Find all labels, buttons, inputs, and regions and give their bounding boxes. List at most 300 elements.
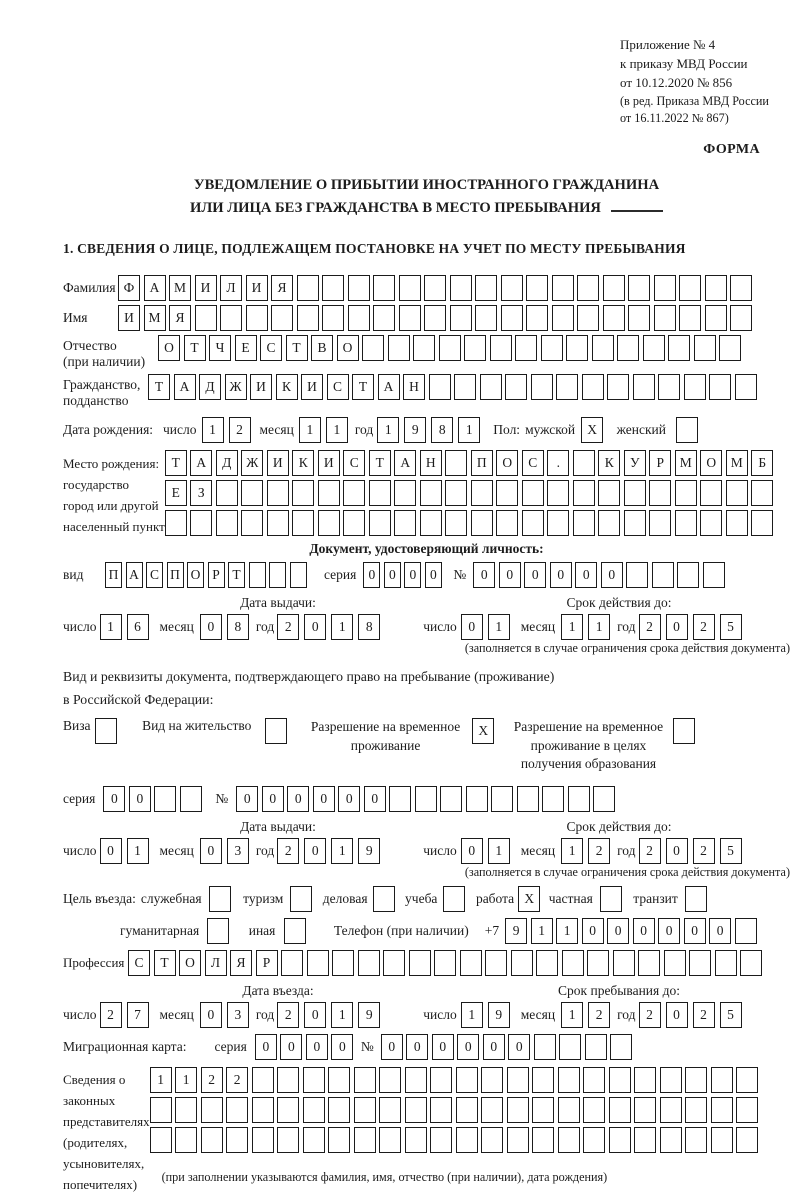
char-cell[interactable]: И	[195, 275, 217, 301]
char-cell[interactable]	[522, 480, 544, 506]
char-cell[interactable]	[297, 275, 319, 301]
char-cell[interactable]	[415, 786, 437, 812]
char-cell[interactable]	[711, 1067, 733, 1093]
char-cell[interactable]	[277, 1127, 299, 1153]
char-cell[interactable]: Е	[235, 335, 257, 361]
char-cell[interactable]	[526, 305, 548, 331]
char-cell[interactable]: Т	[228, 562, 245, 588]
char-cell[interactable]	[292, 480, 314, 506]
char-cell[interactable]	[150, 1097, 172, 1123]
char-cell[interactable]: Р	[649, 450, 671, 476]
char-cell[interactable]	[552, 305, 574, 331]
char-cell[interactable]: 1	[100, 614, 122, 640]
char-cell[interactable]	[328, 1097, 350, 1123]
char-cell[interactable]: Я	[230, 950, 252, 976]
char-cell[interactable]: 0	[287, 786, 309, 812]
char-cell[interactable]: О	[496, 450, 518, 476]
char-cell[interactable]: 0	[236, 786, 258, 812]
char-cell[interactable]	[730, 305, 752, 331]
char-cell[interactable]: 0	[200, 1002, 222, 1028]
char-cell[interactable]: М	[169, 275, 191, 301]
char-cell[interactable]	[220, 305, 242, 331]
char-cell[interactable]	[379, 1127, 401, 1153]
char-cell[interactable]	[643, 335, 665, 361]
char-cell[interactable]: 8	[227, 614, 249, 640]
char-cell[interactable]	[491, 786, 513, 812]
char-cell[interactable]	[677, 562, 699, 588]
char-cell[interactable]	[603, 275, 625, 301]
char-cell[interactable]	[318, 480, 340, 506]
char-cell[interactable]	[464, 335, 486, 361]
char-cell[interactable]: 2	[277, 614, 299, 640]
purpose-official-checkbox[interactable]	[209, 886, 235, 912]
char-cell[interactable]: Я	[169, 305, 191, 331]
char-cell[interactable]	[751, 480, 773, 506]
char-cell[interactable]	[634, 1097, 656, 1123]
char-cell[interactable]	[201, 1097, 223, 1123]
char-cell[interactable]	[246, 305, 268, 331]
char-cell[interactable]	[583, 1097, 605, 1123]
char-cell[interactable]	[481, 1067, 503, 1093]
char-cell[interactable]	[660, 1067, 682, 1093]
char-cell[interactable]: С	[128, 950, 150, 976]
char-cell[interactable]: Л	[205, 950, 227, 976]
char-cell[interactable]	[409, 950, 431, 976]
char-cell[interactable]	[399, 275, 421, 301]
char-cell[interactable]: X	[581, 417, 603, 443]
char-cell[interactable]: Б	[751, 450, 773, 476]
char-cell[interactable]	[705, 275, 727, 301]
char-cell[interactable]: 0	[461, 838, 483, 864]
char-cell[interactable]	[654, 275, 676, 301]
char-cell[interactable]	[343, 510, 365, 536]
char-cell[interactable]: 2	[639, 614, 661, 640]
char-cell[interactable]: 2	[588, 1002, 610, 1028]
char-cell[interactable]	[485, 950, 507, 976]
char-cell[interactable]	[658, 374, 680, 400]
char-cell[interactable]	[676, 417, 698, 443]
char-cell[interactable]	[394, 510, 416, 536]
char-cell[interactable]: 0	[331, 1034, 353, 1060]
char-cell[interactable]: 0	[381, 1034, 403, 1060]
char-cell[interactable]: Е	[165, 480, 187, 506]
char-cell[interactable]: З	[190, 480, 212, 506]
char-cell[interactable]: 0	[684, 918, 706, 944]
char-cell[interactable]: 0	[255, 1034, 277, 1060]
char-cell[interactable]	[711, 1097, 733, 1123]
char-cell[interactable]	[307, 950, 329, 976]
char-cell[interactable]	[522, 510, 544, 536]
char-cell[interactable]	[610, 1034, 632, 1060]
char-cell[interactable]: 1	[175, 1067, 197, 1093]
char-cell[interactable]: 0	[658, 918, 680, 944]
char-cell[interactable]: 0	[404, 562, 421, 588]
char-cell[interactable]: 2	[277, 1002, 299, 1028]
char-cell[interactable]: И	[267, 450, 289, 476]
char-cell[interactable]	[379, 1067, 401, 1093]
char-cell[interactable]: 0	[406, 1034, 428, 1060]
char-cell[interactable]	[649, 480, 671, 506]
char-cell[interactable]	[536, 950, 558, 976]
male-checkbox[interactable]	[581, 417, 607, 443]
char-cell[interactable]: И	[318, 450, 340, 476]
char-cell[interactable]	[354, 1127, 376, 1153]
char-cell[interactable]: Т	[165, 450, 187, 476]
char-cell[interactable]	[685, 1097, 707, 1123]
char-cell[interactable]	[226, 1097, 248, 1123]
char-cell[interactable]: 1	[588, 614, 610, 640]
char-cell[interactable]	[175, 1097, 197, 1123]
char-cell[interactable]	[271, 305, 293, 331]
purpose-tourism-checkbox[interactable]	[290, 886, 316, 912]
char-cell[interactable]	[445, 480, 467, 506]
char-cell[interactable]	[735, 374, 757, 400]
char-cell[interactable]	[628, 275, 650, 301]
char-cell[interactable]	[634, 1067, 656, 1093]
char-cell[interactable]: Ж	[225, 374, 247, 400]
char-cell[interactable]: И	[118, 305, 140, 331]
char-cell[interactable]	[216, 510, 238, 536]
char-cell[interactable]: 1	[331, 1002, 353, 1028]
char-cell[interactable]: 1	[202, 417, 224, 443]
char-cell[interactable]: С	[146, 562, 163, 588]
char-cell[interactable]: А	[144, 275, 166, 301]
char-cell[interactable]	[587, 950, 609, 976]
char-cell[interactable]	[617, 335, 639, 361]
char-cell[interactable]	[673, 718, 695, 744]
char-cell[interactable]: К	[598, 450, 620, 476]
char-cell[interactable]	[362, 335, 384, 361]
char-cell[interactable]	[496, 480, 518, 506]
char-cell[interactable]: Т	[154, 950, 176, 976]
char-cell[interactable]	[405, 1127, 427, 1153]
char-cell[interactable]: 0	[524, 562, 546, 588]
purpose-work-checkbox[interactable]	[518, 886, 544, 912]
visa-checkbox[interactable]	[95, 718, 121, 744]
char-cell[interactable]	[633, 374, 655, 400]
char-cell[interactable]: 2	[226, 1067, 248, 1093]
char-cell[interactable]	[475, 305, 497, 331]
char-cell[interactable]	[303, 1127, 325, 1153]
char-cell[interactable]	[705, 305, 727, 331]
char-cell[interactable]	[609, 1127, 631, 1153]
char-cell[interactable]	[735, 918, 757, 944]
char-cell[interactable]	[628, 305, 650, 331]
char-cell[interactable]: Я	[271, 275, 293, 301]
purpose-humanitarian-checkbox[interactable]	[207, 918, 233, 944]
char-cell[interactable]: С	[260, 335, 282, 361]
char-cell[interactable]: 0	[666, 838, 688, 864]
char-cell[interactable]	[700, 480, 722, 506]
char-cell[interactable]	[284, 918, 306, 944]
char-cell[interactable]: 1	[326, 417, 348, 443]
char-cell[interactable]	[249, 562, 266, 588]
char-cell[interactable]	[267, 480, 289, 506]
char-cell[interactable]	[694, 335, 716, 361]
char-cell[interactable]	[703, 562, 725, 588]
char-cell[interactable]: О	[187, 562, 204, 588]
char-cell[interactable]: 0	[607, 918, 629, 944]
char-cell[interactable]: X	[472, 718, 494, 744]
char-cell[interactable]: 2	[639, 838, 661, 864]
char-cell[interactable]	[559, 1034, 581, 1060]
char-cell[interactable]	[547, 510, 569, 536]
char-cell[interactable]: Р	[256, 950, 278, 976]
char-cell[interactable]: 0	[508, 1034, 530, 1060]
char-cell[interactable]	[624, 510, 646, 536]
char-cell[interactable]	[450, 275, 472, 301]
char-cell[interactable]	[726, 480, 748, 506]
char-cell[interactable]	[664, 950, 686, 976]
char-cell[interactable]	[95, 718, 117, 744]
char-cell[interactable]: А	[174, 374, 196, 400]
char-cell[interactable]: А	[394, 450, 416, 476]
char-cell[interactable]	[388, 335, 410, 361]
char-cell[interactable]	[598, 480, 620, 506]
char-cell[interactable]: К	[292, 450, 314, 476]
char-cell[interactable]	[267, 510, 289, 536]
char-cell[interactable]: 0	[306, 1034, 328, 1060]
char-cell[interactable]: И	[301, 374, 323, 400]
char-cell[interactable]: 5	[720, 614, 742, 640]
char-cell[interactable]	[609, 1097, 631, 1123]
char-cell[interactable]	[481, 1097, 503, 1123]
char-cell[interactable]: 0	[461, 614, 483, 640]
char-cell[interactable]	[598, 510, 620, 536]
char-cell[interactable]	[216, 480, 238, 506]
char-cell[interactable]	[624, 480, 646, 506]
char-cell[interactable]	[354, 1067, 376, 1093]
char-cell[interactable]	[638, 950, 660, 976]
char-cell[interactable]	[496, 510, 518, 536]
char-cell[interactable]: 9	[358, 838, 380, 864]
char-cell[interactable]	[649, 510, 671, 536]
char-cell[interactable]: 1	[331, 614, 353, 640]
char-cell[interactable]	[583, 1127, 605, 1153]
char-cell[interactable]	[471, 510, 493, 536]
char-cell[interactable]	[684, 374, 706, 400]
char-cell[interactable]	[150, 1127, 172, 1153]
char-cell[interactable]	[195, 305, 217, 331]
char-cell[interactable]	[252, 1067, 274, 1093]
char-cell[interactable]	[654, 305, 676, 331]
char-cell[interactable]	[241, 480, 263, 506]
char-cell[interactable]	[369, 480, 391, 506]
char-cell[interactable]: 2	[693, 614, 715, 640]
char-cell[interactable]: 0	[304, 614, 326, 640]
char-cell[interactable]	[517, 786, 539, 812]
char-cell[interactable]: 2	[100, 1002, 122, 1028]
char-cell[interactable]: И	[250, 374, 272, 400]
char-cell[interactable]: П	[105, 562, 122, 588]
temp-residence-edu-checkbox[interactable]	[673, 718, 699, 744]
char-cell[interactable]: 2	[693, 838, 715, 864]
char-cell[interactable]	[711, 1127, 733, 1153]
residence-permit-checkbox[interactable]	[265, 718, 291, 744]
char-cell[interactable]: 2	[201, 1067, 223, 1093]
char-cell[interactable]: 0	[601, 562, 623, 588]
char-cell[interactable]	[471, 480, 493, 506]
char-cell[interactable]	[252, 1127, 274, 1153]
char-cell[interactable]	[583, 1067, 605, 1093]
char-cell[interactable]	[562, 950, 584, 976]
char-cell[interactable]: 9	[404, 417, 426, 443]
char-cell[interactable]: 3	[227, 1002, 249, 1028]
char-cell[interactable]	[600, 886, 622, 912]
char-cell[interactable]: 2	[693, 1002, 715, 1028]
char-cell[interactable]	[700, 510, 722, 536]
char-cell[interactable]	[541, 335, 563, 361]
char-cell[interactable]: Т	[369, 450, 391, 476]
char-cell[interactable]	[439, 335, 461, 361]
char-cell[interactable]	[420, 480, 442, 506]
char-cell[interactable]: С	[343, 450, 365, 476]
char-cell[interactable]	[318, 510, 340, 536]
char-cell[interactable]: Л	[220, 275, 242, 301]
char-cell[interactable]	[456, 1127, 478, 1153]
char-cell[interactable]: Р	[208, 562, 225, 588]
char-cell[interactable]	[429, 374, 451, 400]
char-cell[interactable]	[689, 950, 711, 976]
char-cell[interactable]	[558, 1127, 580, 1153]
char-cell[interactable]	[573, 480, 595, 506]
char-cell[interactable]: 2	[229, 417, 251, 443]
char-cell[interactable]: Ж	[241, 450, 263, 476]
char-cell[interactable]	[265, 718, 287, 744]
purpose-private-checkbox[interactable]	[600, 886, 626, 912]
char-cell[interactable]	[634, 1127, 656, 1153]
char-cell[interactable]: 5	[720, 838, 742, 864]
char-cell[interactable]: Ф	[118, 275, 140, 301]
char-cell[interactable]	[609, 1067, 631, 1093]
char-cell[interactable]	[679, 275, 701, 301]
char-cell[interactable]	[685, 1127, 707, 1153]
char-cell[interactable]	[668, 335, 690, 361]
char-cell[interactable]	[420, 510, 442, 536]
char-cell[interactable]	[290, 562, 307, 588]
char-cell[interactable]: 8	[431, 417, 453, 443]
char-cell[interactable]: 0	[262, 786, 284, 812]
char-cell[interactable]	[740, 950, 762, 976]
char-cell[interactable]	[726, 510, 748, 536]
char-cell[interactable]	[445, 450, 467, 476]
char-cell[interactable]: Т	[148, 374, 170, 400]
char-cell[interactable]	[399, 305, 421, 331]
char-cell[interactable]: 0	[550, 562, 572, 588]
char-cell[interactable]	[190, 510, 212, 536]
char-cell[interactable]	[348, 275, 370, 301]
char-cell[interactable]: 1	[488, 614, 510, 640]
char-cell[interactable]: 2	[588, 838, 610, 864]
char-cell[interactable]	[613, 950, 635, 976]
char-cell[interactable]: 0	[633, 918, 655, 944]
char-cell[interactable]	[577, 275, 599, 301]
char-cell[interactable]	[277, 1067, 299, 1093]
char-cell[interactable]: А	[190, 450, 212, 476]
char-cell[interactable]	[709, 374, 731, 400]
char-cell[interactable]	[373, 886, 395, 912]
char-cell[interactable]: П	[471, 450, 493, 476]
char-cell[interactable]	[303, 1067, 325, 1093]
char-cell[interactable]	[526, 275, 548, 301]
char-cell[interactable]	[607, 374, 629, 400]
char-cell[interactable]	[532, 1127, 554, 1153]
char-cell[interactable]	[383, 950, 405, 976]
char-cell[interactable]: 2	[639, 1002, 661, 1028]
purpose-transit-checkbox[interactable]	[685, 886, 711, 912]
char-cell[interactable]: М	[675, 450, 697, 476]
char-cell[interactable]	[501, 305, 523, 331]
char-cell[interactable]: Д	[216, 450, 238, 476]
char-cell[interactable]	[180, 786, 202, 812]
char-cell[interactable]: 1	[299, 417, 321, 443]
char-cell[interactable]	[165, 510, 187, 536]
char-cell[interactable]: 0	[200, 838, 222, 864]
char-cell[interactable]: Т	[352, 374, 374, 400]
char-cell[interactable]	[332, 950, 354, 976]
char-cell[interactable]: 0	[200, 614, 222, 640]
char-cell[interactable]	[534, 1034, 556, 1060]
purpose-business-checkbox[interactable]	[373, 886, 399, 912]
char-cell[interactable]	[531, 374, 553, 400]
char-cell[interactable]: 0	[363, 562, 380, 588]
char-cell[interactable]	[343, 480, 365, 506]
char-cell[interactable]	[573, 450, 595, 476]
char-cell[interactable]: 0	[666, 614, 688, 640]
char-cell[interactable]: 0	[304, 1002, 326, 1028]
char-cell[interactable]: 1	[377, 417, 399, 443]
char-cell[interactable]: А	[126, 562, 143, 588]
char-cell[interactable]	[281, 950, 303, 976]
char-cell[interactable]: С	[522, 450, 544, 476]
char-cell[interactable]	[736, 1127, 758, 1153]
char-cell[interactable]	[480, 374, 502, 400]
char-cell[interactable]	[434, 950, 456, 976]
char-cell[interactable]: О	[700, 450, 722, 476]
char-cell[interactable]	[542, 786, 564, 812]
char-cell[interactable]	[373, 305, 395, 331]
char-cell[interactable]	[593, 786, 615, 812]
char-cell[interactable]: Т	[184, 335, 206, 361]
char-cell[interactable]	[558, 1097, 580, 1123]
char-cell[interactable]	[568, 786, 590, 812]
char-cell[interactable]: Н	[403, 374, 425, 400]
char-cell[interactable]: Н	[420, 450, 442, 476]
char-cell[interactable]	[443, 886, 465, 912]
char-cell[interactable]: Д	[199, 374, 221, 400]
char-cell[interactable]: 0	[129, 786, 151, 812]
char-cell[interactable]	[556, 374, 578, 400]
char-cell[interactable]	[424, 275, 446, 301]
char-cell[interactable]	[558, 1067, 580, 1093]
char-cell[interactable]: М	[726, 450, 748, 476]
char-cell[interactable]	[547, 480, 569, 506]
char-cell[interactable]	[573, 510, 595, 536]
char-cell[interactable]: 0	[473, 562, 495, 588]
char-cell[interactable]: 8	[358, 614, 380, 640]
char-cell[interactable]: О	[179, 950, 201, 976]
char-cell[interactable]	[389, 786, 411, 812]
char-cell[interactable]: 0	[483, 1034, 505, 1060]
char-cell[interactable]: У	[624, 450, 646, 476]
char-cell[interactable]	[736, 1067, 758, 1093]
char-cell[interactable]	[679, 305, 701, 331]
purpose-other-checkbox[interactable]	[284, 918, 310, 944]
char-cell[interactable]: X	[518, 886, 540, 912]
char-cell[interactable]: 1	[150, 1067, 172, 1093]
char-cell[interactable]: 1	[488, 838, 510, 864]
char-cell[interactable]	[277, 1097, 299, 1123]
